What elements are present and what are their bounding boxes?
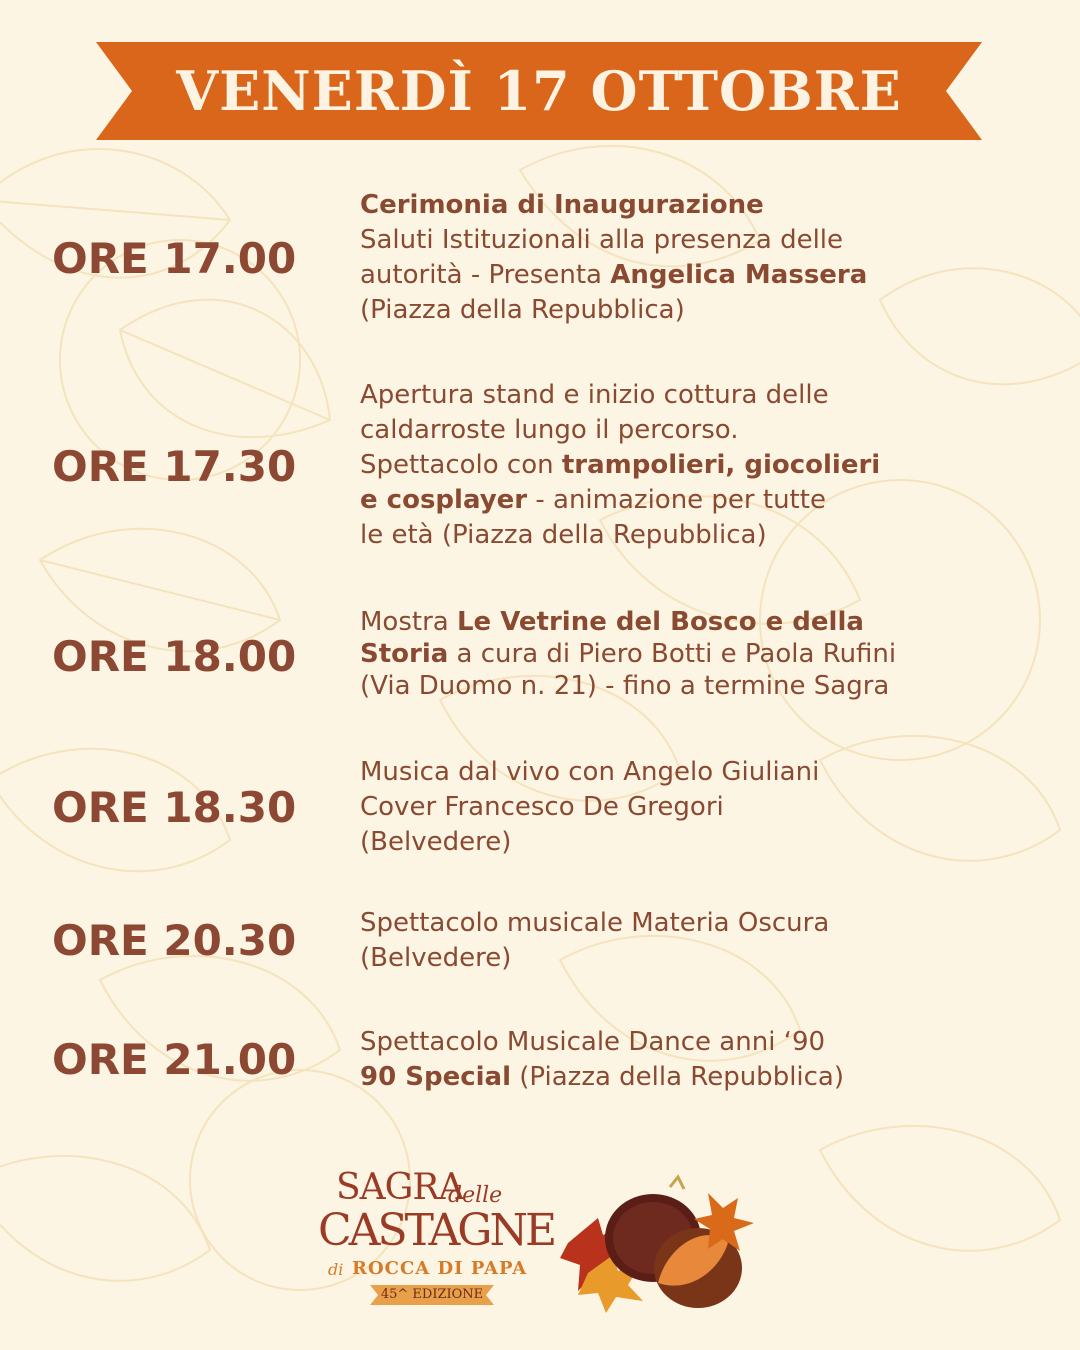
description-line xyxy=(360,638,1060,670)
description-text: (Belvedere) xyxy=(360,943,512,973)
event-description xyxy=(360,378,1060,553)
event-time: ORE 17.00 xyxy=(52,234,297,283)
description-bold-text: Angelica Massera xyxy=(610,260,868,290)
description-text: (Piazza della Repubblica) xyxy=(511,1062,845,1092)
description-line xyxy=(360,188,1060,223)
event-description xyxy=(360,606,1060,702)
description-text: le età (Piazza della Repubblica) xyxy=(360,520,767,550)
description-line xyxy=(360,606,1060,638)
description-line xyxy=(360,293,1060,328)
description-line xyxy=(360,941,1060,976)
logo-castagne: CASTAGNE xyxy=(318,1205,555,1256)
description-line xyxy=(360,1025,1060,1060)
page-title: VENERDÌ 17 OTTOBRE xyxy=(176,59,902,123)
description-line xyxy=(360,906,1060,941)
festival-logo xyxy=(318,1165,768,1315)
event-description xyxy=(360,755,1060,860)
description-text: Apertura stand e inizio cottura delle xyxy=(360,380,829,410)
description-bold-text: Le Vetrine del Bosco e della xyxy=(456,607,864,637)
description-bold-text: 90 Special xyxy=(360,1062,511,1092)
event-time: ORE 18.00 xyxy=(52,632,297,681)
event-description xyxy=(360,1025,1060,1095)
description-bold-text: Storia xyxy=(360,639,449,669)
description-text: Cover Francesco De Gregori xyxy=(360,792,724,822)
description-text: Spettacolo Musicale Dance anni ‘90 xyxy=(360,1027,826,1057)
description-text: Spettacolo con xyxy=(360,450,562,480)
logo-wordmark xyxy=(318,1165,558,1315)
logo-sagra: SAGRA xyxy=(336,1167,464,1208)
description-text: Saluti Istituzionali alla presenza delle xyxy=(360,225,844,255)
description-text: Spettacolo musicale Materia Oscura xyxy=(360,908,830,938)
event-time: ORE 18.30 xyxy=(52,783,297,832)
description-text: (Via Duomo n. 21) - fino a termine Sagra xyxy=(360,671,890,701)
description-line xyxy=(360,670,1060,702)
event-description xyxy=(360,188,1060,328)
logo-place: ROCCA DI PAPA xyxy=(352,1258,528,1279)
description-text: (Piazza della Repubblica) xyxy=(360,295,685,325)
title-banner xyxy=(96,42,982,140)
description-line xyxy=(360,258,1060,293)
description-line xyxy=(360,378,1060,413)
description-line xyxy=(360,448,1060,483)
chestnut-leaves-icon xyxy=(558,1173,758,1313)
description-bold-text: trampolieri, giocolieri xyxy=(561,450,881,480)
description-text: Musica dal vivo con Angelo Giuliani xyxy=(360,757,820,787)
description-line xyxy=(360,790,1060,825)
description-line xyxy=(360,223,1060,258)
edition-ribbon xyxy=(370,1285,494,1305)
event-time: ORE 17.30 xyxy=(52,442,297,491)
description-line xyxy=(360,825,1060,860)
event-time: ORE 20.30 xyxy=(52,916,297,965)
description-text: Mostra xyxy=(360,607,457,637)
logo-delle: delle xyxy=(448,1183,503,1208)
description-line xyxy=(360,483,1060,518)
logo-di: di xyxy=(328,1260,344,1279)
description-line xyxy=(360,1060,1060,1095)
description-bold-text: e cosplayer xyxy=(360,485,528,515)
description-text: autorità - Presenta xyxy=(360,260,611,290)
event-time: ORE 21.00 xyxy=(52,1035,297,1084)
event-description xyxy=(360,906,1060,976)
description-line xyxy=(360,518,1060,553)
description-text: caldarroste lungo il percorso. xyxy=(360,415,739,445)
description-line xyxy=(360,755,1060,790)
description-text: - animazione per tutte xyxy=(527,485,826,515)
description-bold-text: Cerimonia di Inaugurazione xyxy=(360,190,764,220)
edition-label: 45^ EDIZIONE xyxy=(380,1287,484,1302)
description-line xyxy=(360,413,1060,448)
description-text: (Belvedere) xyxy=(360,827,512,857)
description-text: a cura di Piero Botti e Paola Rufini xyxy=(448,639,897,669)
